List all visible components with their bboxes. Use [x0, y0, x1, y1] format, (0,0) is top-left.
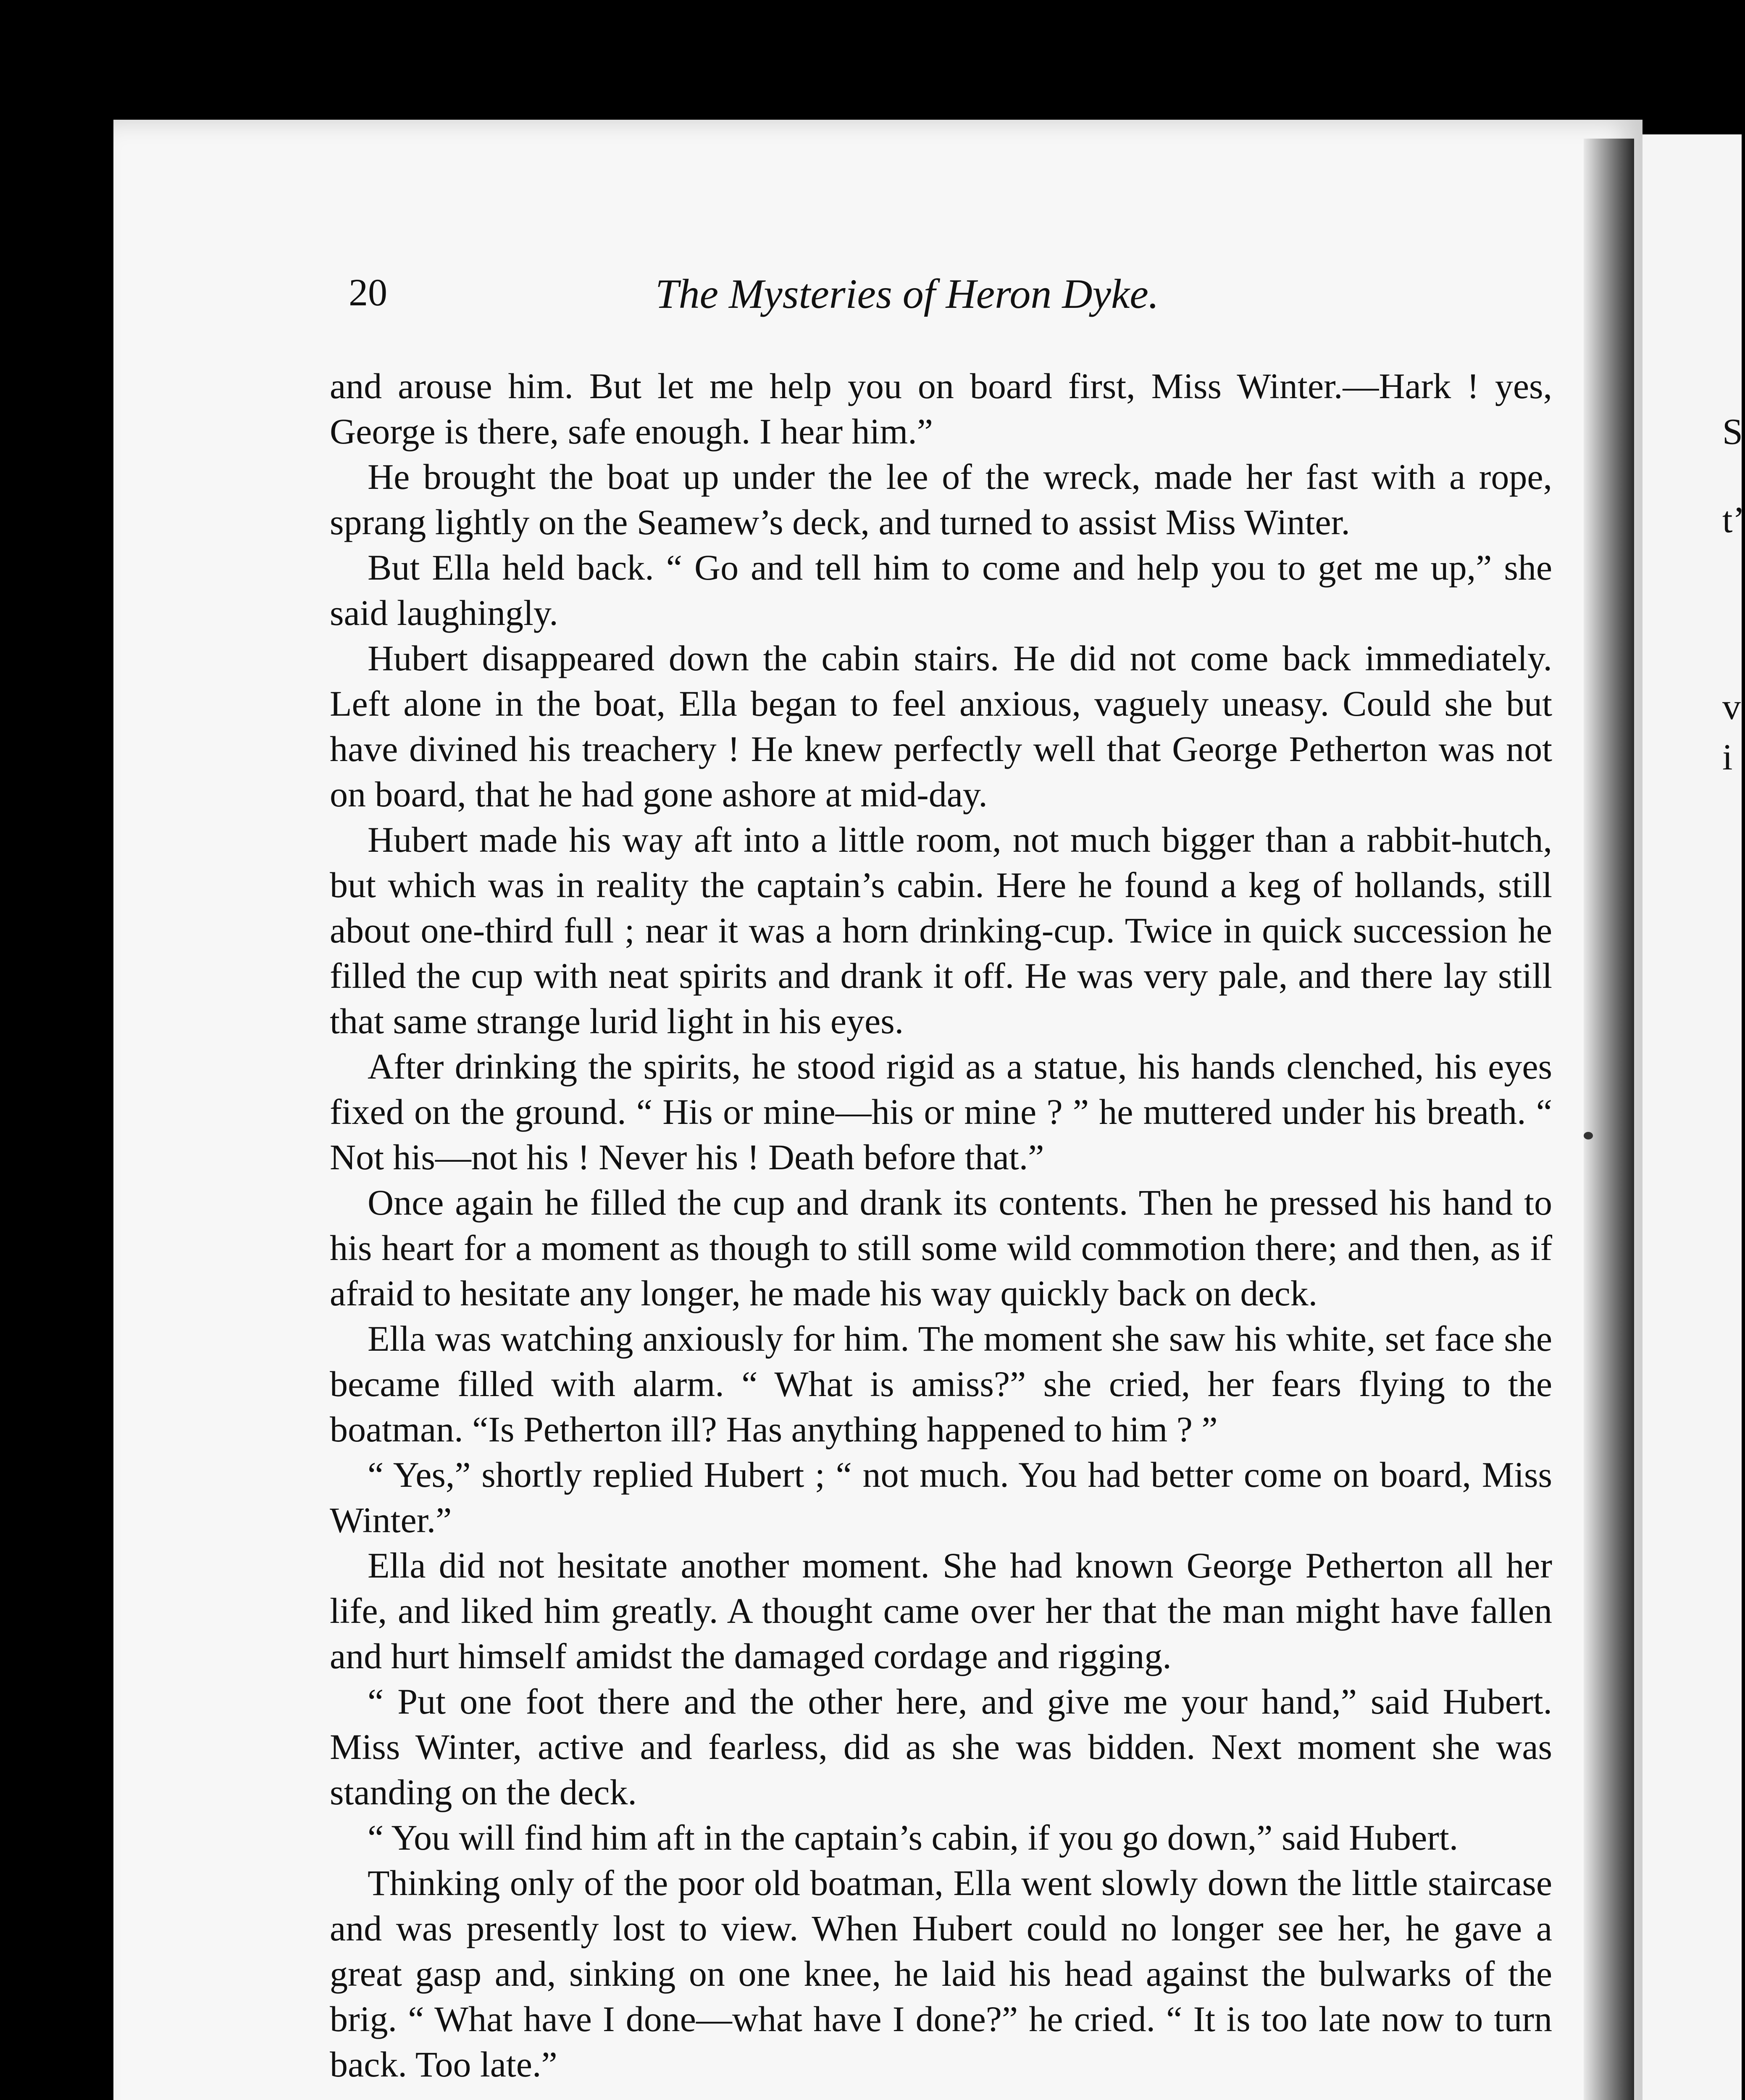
paragraph: Thinking only of the poor old boatman, Ella went slowly down the little staircase and was presently lost to view. When Hubert could no longer see her, he gave a great gasp and, sinking on one knee, he laid his head against the bulwarks of the brig. “ What have I done—what have I done?” he cried. “ It is too late now to turn back. Too late.”	[330, 1863, 1552, 2084]
paragraph: and arouse him. But let me help you on board first, Miss Winter.—Hark ! yes, George is there, safe enough. I hear him.”	[330, 366, 1552, 452]
page-number: 20	[349, 271, 387, 314]
paragraph: Hubert disappeared down the cabin stairs. He did not come back immediately. Left alone in the boat, Ella began to feel anxious, vaguely uneasy. Could she but have divined his treachery ! He knew perfectly well that George Petherton was not on board, that he had gone ashore at mid-day.	[330, 638, 1552, 814]
paragraph: But Ella held back. “ Go and tell him to come and help you to get me up,” she said laughingly.	[330, 547, 1552, 633]
paragraph: After drinking the spirits, he stood rigid as a statue, his hands clenched, his eyes fixed on the ground. “ His or mine—his or mine ? ” he muttered under his breath. “ Not his—not his ! Never his ! Death before that.”	[330, 1046, 1552, 1177]
paragraph: Hubert made his way aft into a little room, not much bigger than a rabbit-hutch, but which was in reality the captain’s cabin. Here he found a keg of hollands, still about one-third full ; near it was a horn drinking-cup. Twice in quick succession he filled the cup with neat spirits and drank it off. He was very pale, and there lay still that same strange lurid light in his eyes.	[330, 819, 1552, 1041]
facing-page-fragment: v	[1722, 687, 1741, 727]
page-header	[349, 270, 1567, 319]
paragraph: Ella was watching anxiously for him. The moment she saw his white, set face she became filled with alarm. “ What is amiss?” she cried, her fears flying to the boatman. “Is Petherton ill? Has anything happened to him ? ”	[330, 1318, 1552, 1449]
paragraph: He brought the boat up under the lee of the wreck, made her fast with a rope, sprang lightly on the Seamew’s deck, and turned to assist Miss Winter.	[330, 457, 1552, 542]
facing-page-fragment: i	[1722, 737, 1733, 778]
facing-page-fragment: S	[1722, 412, 1743, 452]
paragraph: “ Yes,” shortly replied Hubert ; “ not much. You had better come on board, Miss Winter.”	[330, 1454, 1552, 1540]
facing-page-fragment: t’	[1722, 500, 1745, 541]
paragraph: “ You will find him aft in the captain’s cabin, if you go down,” said Hubert.	[368, 1817, 1459, 1858]
print-speck	[1584, 1132, 1593, 1139]
paragraph: Ella did not hesitate another moment. She had known George Petherton all her life, and liked him greatly. A thought came over her that the man might have fallen and hurt himself amidst the damaged cordage and rigging.	[330, 1545, 1552, 1676]
paragraph: Once again he filled the cup and drank its contents. Then he pressed his hand to his heart for a moment as though to still some wild commotion there; and then, as if afraid to hesitate any longer, he made his way quickly back on deck.	[330, 1182, 1552, 1313]
paragraph: “ Put one foot there and the other here, and give me your hand,” said Hubert. Miss Winter, active and fearless, did as she was bidden. Next moment she was standing on the deck.	[330, 1681, 1552, 1812]
page-gutter-shadow	[1584, 139, 1634, 2100]
page-text	[330, 363, 1552, 2087]
running-title: The Mysteries of Heron Dyke.	[655, 270, 1159, 317]
